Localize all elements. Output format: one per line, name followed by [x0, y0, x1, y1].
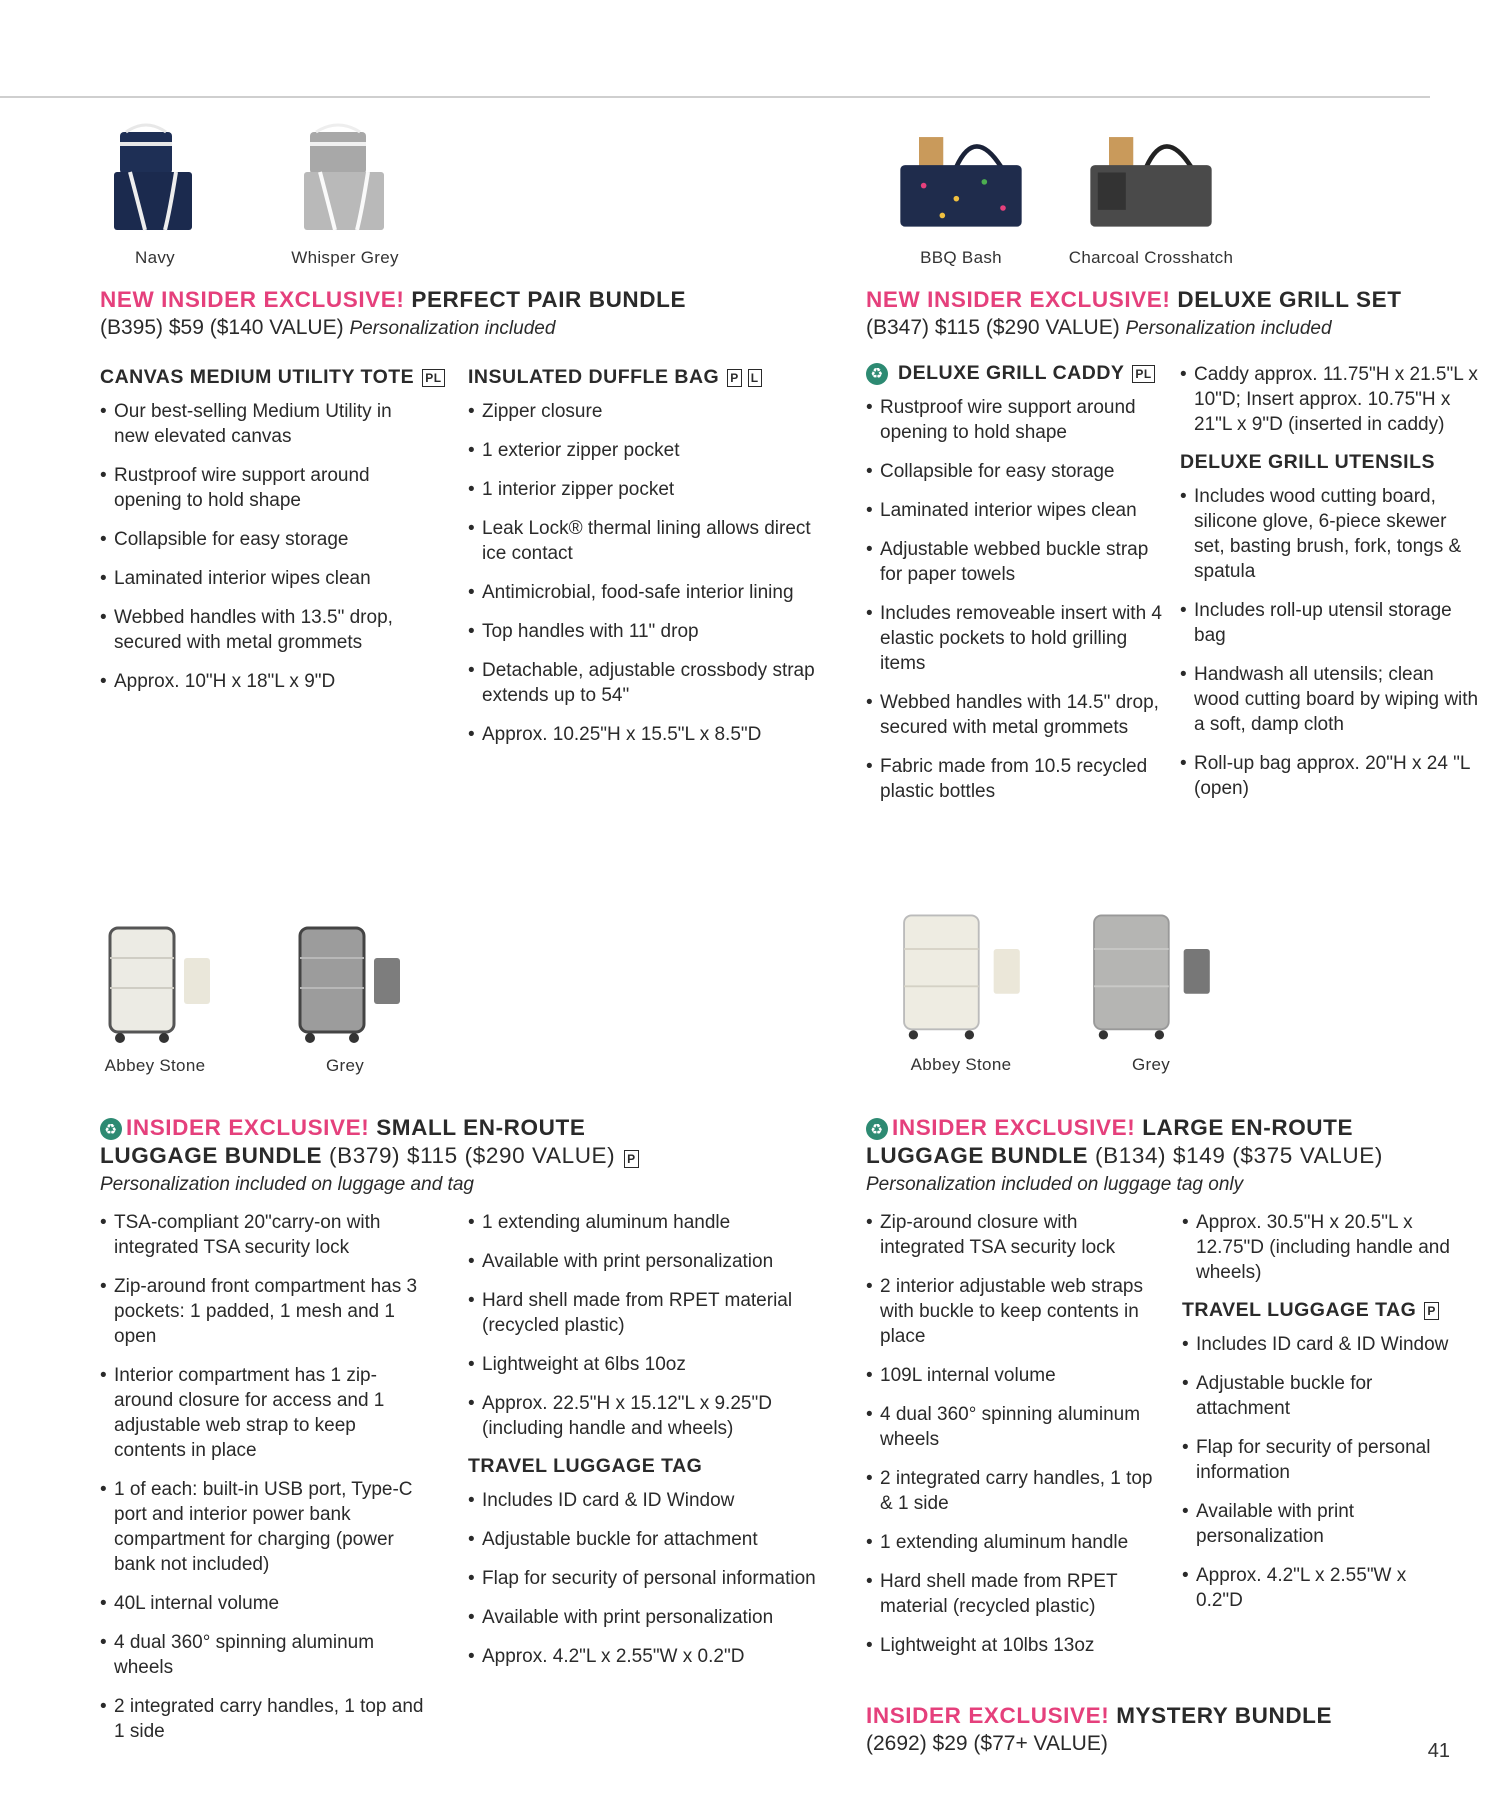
- list-item: • Webbed handles with 14.5" drop, secured with metal grommets: [866, 690, 1166, 740]
- list-item: • Our best-selling Medium Utility in new elevated canvas: [100, 399, 430, 449]
- list-item: • 1 extending aluminum handle: [866, 1530, 1166, 1555]
- bundle5-price: (2692) $29 ($77+ VALUE): [866, 1732, 1108, 1755]
- bundle5-price-line: [866, 1730, 1108, 1758]
- list-item: • Approx. 4.2"L x 2.55"W x 0.2"D: [1182, 1563, 1452, 1613]
- section-title: DELUXE GRILL UTENSILS: [1180, 451, 1435, 473]
- section-title: INSULATED DUFFLE BAG P L: [468, 366, 818, 389]
- bundle4-title-2: LUGGAGE BUNDLE: [866, 1143, 1089, 1168]
- bundle3-price: (B379) $115 ($290 VALUE): [329, 1143, 616, 1168]
- eco-recycle-icon: ♻: [100, 1118, 122, 1140]
- list-item: • 1 exterior zipper pocket: [468, 438, 818, 463]
- list-item: • Handwash all utensils; clean wood cutting board by wiping with a soft, damp cloth: [1180, 662, 1480, 737]
- list-item: • Laminated interior wipes clean: [866, 498, 1166, 523]
- bundle4-note: Personalization included on luggage tag only: [866, 1174, 1244, 1195]
- list-item: • 2 interior adjustable web straps with buckle to keep contents in place: [866, 1274, 1166, 1349]
- swatch-label: Grey: [1131, 1055, 1171, 1074]
- bundle3-swatches: [60, 920, 440, 1076]
- swatch-label: Abbey Stone: [910, 1055, 1012, 1074]
- bundle1-price: (B395) $59 ($140 VALUE): [100, 316, 344, 339]
- swatch-label: Abbey Stone: [104, 1056, 206, 1075]
- swatch-grey[interactable]: [250, 920, 440, 1076]
- eco-recycle-icon: ♻: [866, 1118, 888, 1140]
- list-item: • Collapsible for easy storage: [100, 527, 430, 552]
- swatch-bbq-bash[interactable]: [866, 112, 1056, 268]
- p-badge: P: [1424, 1302, 1439, 1320]
- list-item: • Includes ID card & ID Window: [1182, 1332, 1452, 1357]
- list-item: • Hard shell made from RPET material (recycled plastic): [866, 1569, 1166, 1619]
- bundle5-title: MYSTERY BUNDLE: [1116, 1703, 1333, 1728]
- top-divider: [0, 96, 1430, 98]
- bundle3-note: Personalization included on luggage and tag: [100, 1174, 474, 1195]
- list-item: • Includes removeable insert with 4 elastic pockets to hold grilling items: [866, 601, 1166, 676]
- list-item: • 4 dual 360° spinning aluminum wheels: [866, 1402, 1166, 1452]
- bundle2-swatches: [866, 112, 1246, 268]
- swatch-abbey-stone-large[interactable]: [866, 905, 1056, 1075]
- list-item: • 4 dual 360° spinning aluminum wheels: [100, 1630, 430, 1680]
- list-item: • Leak Lock® thermal lining allows direct ice contact: [468, 516, 818, 566]
- bundle2-note: Personalization included: [1125, 318, 1332, 339]
- insider-badge-text: NEW INSIDER EXCLUSIVE!: [866, 287, 1171, 312]
- list-item: • Adjustable webbed buckle strap for paper towels: [866, 537, 1166, 587]
- bundle1-col1: [100, 366, 442, 708]
- list-item: • Available with print personalization: [468, 1605, 838, 1630]
- abbey-stone-luggage-image: [85, 920, 225, 1048]
- page-number: 41: [1427, 1740, 1450, 1762]
- charcoal-caddy-image: [1081, 112, 1221, 240]
- bundle2-price: (B347) $115 ($290 VALUE): [866, 316, 1120, 339]
- list-item: • Approx. 30.5"H x 20.5"L x 12.75"D (including handle and wheels): [1182, 1210, 1452, 1285]
- list-item: • Adjustable buckle for attachment: [468, 1527, 838, 1552]
- list-item: • Collapsible for easy storage: [866, 459, 1166, 484]
- grey-large-luggage-image: [1081, 905, 1221, 1047]
- list-item: • 2 integrated carry handles, 1 top and 1 side: [100, 1694, 430, 1744]
- list-item: • Fabric made from 10.5 recycled plastic bottles: [866, 754, 1166, 804]
- p-badge: P: [727, 369, 742, 387]
- bundle1-heading: [100, 285, 686, 314]
- list-item: • Lightweight at 10lbs 13oz: [866, 1633, 1166, 1658]
- insider-badge-text: INSIDER EXCLUSIVE!: [866, 1703, 1110, 1728]
- abbey-stone-large-luggage-image: [891, 905, 1031, 1047]
- bundle2-price-line: [866, 314, 1332, 343]
- list-item: • Approx. 10"H x 18"L x 9"D: [100, 669, 430, 694]
- p-badge: P: [624, 1150, 639, 1168]
- bundle3-note-line: [100, 1170, 474, 1199]
- list-item: • Approx. 10.25"H x 15.5"L x 8.5"D: [468, 722, 818, 747]
- section-title: TRAVEL LUGGAGE TAG: [468, 1455, 703, 1477]
- bundle4-heading-line2: [866, 1141, 1383, 1170]
- list-item: • Available with print personalization: [1182, 1499, 1452, 1549]
- bundle1-note: Personalization included: [349, 318, 556, 339]
- list-item: • Detachable, adjustable crossbody strap extends up to 54": [468, 658, 818, 708]
- bundle1-col2: [468, 366, 818, 761]
- insider-badge-text: INSIDER EXCLUSIVE!: [892, 1115, 1136, 1140]
- bundle3-title: SMALL EN-ROUTE: [376, 1115, 586, 1140]
- list-item: • Hard shell made from RPET material (recycled plastic): [468, 1288, 838, 1338]
- bundle2-col2: [1180, 362, 1480, 815]
- bundle4-col2: [1182, 1210, 1452, 1627]
- list-item: • Laminated interior wipes clean: [100, 566, 430, 591]
- list-item: • Available with print personalization: [468, 1249, 838, 1274]
- list-item: • Approx. 22.5"H x 15.12"L x 9.25"D (including handle and wheels): [468, 1391, 838, 1441]
- bundle4-note-line: [866, 1170, 1243, 1199]
- list-item: • 109L internal volume: [866, 1363, 1166, 1388]
- list-item: • Flap for security of personal information: [1182, 1435, 1452, 1485]
- bundle2-col1: [866, 362, 1166, 818]
- list-item: • Caddy approx. 11.75"H x 21.5"L x 10"D; Insert approx. 10.75"H x 21"L x 9"D (inserted in caddy): [1180, 362, 1480, 437]
- swatch-whisper-grey[interactable]: [250, 112, 440, 268]
- bundle1-title: PERFECT PAIR BUNDLE: [411, 287, 687, 312]
- swatch-abbey-stone[interactable]: [60, 920, 250, 1076]
- list-item: • Roll-up bag approx. 20"H x 24 "L (open): [1180, 751, 1480, 801]
- swatch-grey-large[interactable]: [1056, 905, 1246, 1075]
- bbq-caddy-image: [891, 112, 1031, 240]
- bundle4-price: (B134) $149 ($375 VALUE): [1095, 1143, 1383, 1168]
- list-item: • Rustproof wire support around opening to hold shape: [866, 395, 1166, 445]
- swatch-charcoal-crosshatch[interactable]: [1056, 112, 1246, 268]
- list-item: • Includes ID card & ID Window: [468, 1488, 838, 1513]
- bundle3-heading: [100, 1113, 585, 1142]
- list-item: • Interior compartment has 1 zip-around closure for access and 1 adjustable web strap to keep contents in place: [100, 1363, 430, 1463]
- pl-badge: PL: [422, 369, 444, 387]
- pl-badge: PL: [1132, 365, 1154, 383]
- swatch-navy[interactable]: [60, 112, 250, 268]
- bundle3-col2: [468, 1210, 838, 1683]
- insider-badge-text: INSIDER EXCLUSIVE!: [126, 1115, 370, 1140]
- list-item: • Rustproof wire support around opening to hold shape: [100, 463, 430, 513]
- list-item: • 1 interior zipper pocket: [468, 477, 818, 502]
- list-item: • 1 of each: built-in USB port, Type-C port and interior power bank compartment for charging (power bank not included): [100, 1477, 430, 1577]
- bundle1-swatches: [60, 112, 440, 268]
- bundle3-title-2: LUGGAGE BUNDLE: [100, 1143, 323, 1168]
- list-item: • 1 extending aluminum handle: [468, 1210, 838, 1235]
- grey-luggage-image: [275, 920, 415, 1048]
- bundle2-title: DELUXE GRILL SET: [1177, 287, 1402, 312]
- insider-badge-text: NEW INSIDER EXCLUSIVE!: [100, 287, 405, 312]
- list-item: • Approx. 4.2"L x 2.55"W x 0.2"D: [468, 1644, 838, 1669]
- bundle1-price-line: [100, 314, 555, 343]
- swatch-label: Whisper Grey: [291, 248, 399, 267]
- bundle4-swatches: [866, 905, 1246, 1075]
- swatch-label: Grey: [325, 1056, 365, 1075]
- list-item: • Webbed handles with 13.5" drop, secured with metal grommets: [100, 605, 430, 655]
- list-item: • Includes roll-up utensil storage bag: [1180, 598, 1480, 648]
- list-item: • TSA-compliant 20"carry-on with integrated TSA security lock: [100, 1210, 430, 1260]
- grey-bag-image: [275, 112, 415, 240]
- list-item: • Includes wood cutting board, silicone glove, 6-piece skewer set, basting brush, fork, tongs & spatula: [1180, 484, 1480, 584]
- eco-recycle-icon: ♻: [866, 363, 888, 385]
- section-title: CANVAS MEDIUM UTILITY TOTE PL: [100, 366, 430, 389]
- list-item: • Lightweight at 6lbs 10oz: [468, 1352, 838, 1377]
- list-item: • Adjustable buckle for attachment: [1182, 1371, 1452, 1421]
- swatch-label: BBQ Bash: [920, 248, 1002, 267]
- list-item: • Flap for security of personal information: [468, 1566, 838, 1591]
- navy-bag-image: [85, 112, 225, 240]
- list-item: • Zip-around closure with integrated TSA security lock: [866, 1210, 1166, 1260]
- list-item: • 40L internal volume: [100, 1591, 430, 1616]
- swatch-label: Charcoal Crosshatch: [1068, 248, 1234, 267]
- bundle4-heading: [866, 1113, 1353, 1142]
- bundle4-col1: [866, 1210, 1166, 1672]
- bundle2-heading: [866, 285, 1402, 314]
- bundle3-heading-line2: [100, 1141, 639, 1170]
- bundle4-title: LARGE EN-ROUTE: [1142, 1115, 1354, 1140]
- list-item: • Top handles with 11" drop: [468, 619, 818, 644]
- list-item: • Antimicrobial, food-safe interior lining: [468, 580, 818, 605]
- bundle5-heading: [866, 1701, 1332, 1730]
- l-badge: L: [748, 369, 762, 387]
- section-title: ♻ DELUXE GRILL CADDY PL: [866, 362, 1166, 385]
- list-item: • 2 integrated carry handles, 1 top & 1 side: [866, 1466, 1166, 1516]
- list-item: • Zip-around front compartment has 3 pockets: 1 padded, 1 mesh and 1 open: [100, 1274, 430, 1349]
- section-title: TRAVEL LUGGAGE TAG P: [1182, 1299, 1452, 1322]
- swatch-label: Navy: [135, 248, 175, 267]
- bundle3-col1: [100, 1210, 430, 1758]
- list-item: • Zipper closure: [468, 399, 818, 424]
